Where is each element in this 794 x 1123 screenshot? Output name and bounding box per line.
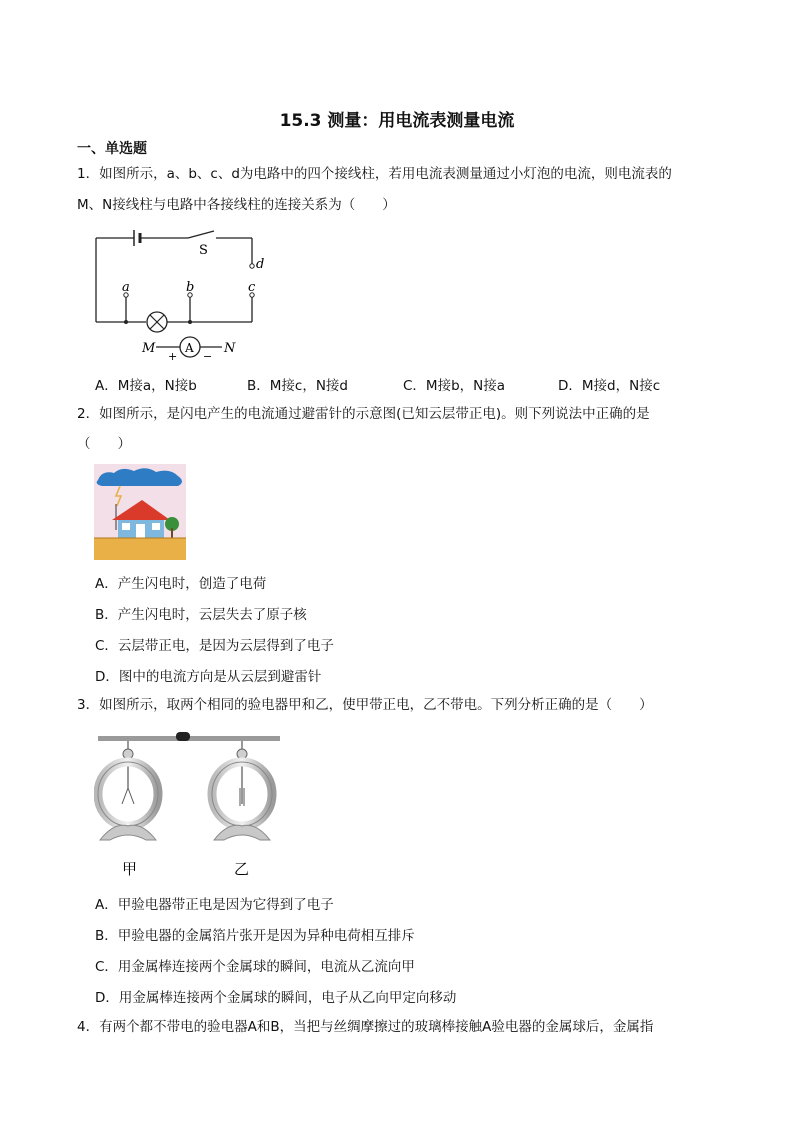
question-1-line2: M、N接线柱与电路中各接线柱的连接关系为（ ） — [77, 197, 396, 213]
q1-option-c: C．M接b，N接a — [403, 378, 506, 394]
rod-handle — [176, 732, 190, 741]
section-heading: 一、单选题 — [77, 141, 147, 157]
q2-option-d: D．图中的电流方向是从云层到避雷针 — [95, 669, 322, 685]
q2-option-a: A．产生闪电时，创造了电荷 — [95, 576, 267, 592]
ammeter-n-label: N — [224, 341, 236, 356]
q3-option-c: C．用金属棒连接两个金属球的瞬间，电流从乙流向甲 — [95, 959, 415, 975]
question-3-line1 — [77, 695, 653, 715]
ammeter-label: A — [185, 341, 194, 355]
terminal-b-label: b — [186, 280, 195, 295]
question-number: 4． — [77, 1019, 100, 1035]
ammeter-m-label: M — [142, 341, 156, 356]
page-title: 15.3 测量：用电流表测量电流 — [279, 111, 515, 131]
question-text: 有两个都不带电的验电器A和B，当把与丝绸摩擦过的玻璃棒接触A验电器的金属球后，金属指 — [99, 1019, 654, 1035]
question-number: 3． — [77, 697, 100, 713]
question-number: 1． — [77, 166, 100, 182]
question-text: 如图所示，a、b、c、d为电路中的四个接线柱，若用电流表测量通过小灯泡的电流，则电流表的 — [99, 166, 672, 182]
electroscope-right — [212, 741, 272, 840]
terminal-c-label: c — [248, 280, 256, 295]
ammeter-minus: − — [203, 350, 213, 362]
switch-label: S — [199, 243, 208, 258]
question-number: 2． — [77, 406, 100, 422]
ground — [94, 538, 186, 560]
electroscope-left-label: 甲 — [122, 860, 138, 878]
q2-option-c: C．云层带正电，是因为云层得到了电子 — [95, 638, 334, 654]
electroscope-left — [98, 741, 158, 840]
question-2-line2: （ ） — [77, 436, 131, 452]
question-2-line1 — [77, 404, 650, 424]
question-4-line1 — [77, 1017, 653, 1037]
circuit-diagram — [88, 222, 268, 362]
question-1-line1 — [77, 164, 672, 184]
electroscope-right-label: 乙 — [234, 860, 250, 878]
terminal-a-label: a — [122, 280, 130, 295]
question-text: 如图所示，取两个相同的验电器甲和乙，使甲带正电，乙不带电。下列分析正确的是（ ） — [99, 697, 653, 713]
electroscopes-figure — [94, 728, 284, 880]
q1-option-a: A．M接a，N接b — [95, 378, 197, 394]
q1-option-b: B．M接c，N接d — [247, 378, 348, 394]
q1-option-d: D．M接d，N接c — [558, 378, 661, 394]
q3-option-d: D．用金属棒连接两个金属球的瞬间，电子从乙向甲定向移动 — [95, 990, 457, 1006]
q2-option-b: B．产生闪电时，云层失去了原子核 — [95, 607, 307, 623]
ammeter-plus: + — [168, 350, 178, 362]
q3-option-b: B．甲验电器的金属箔片张开是因为异种电荷相互排斥 — [95, 928, 415, 944]
terminal-d-label: d — [256, 257, 265, 272]
question-text: 如图所示，是闪电产生的电流通过避雷针的示意图(已知云层带正电)。则下列说法中正确的是 — [99, 406, 650, 422]
q3-option-a: A．甲验电器带正电是因为它得到了电子 — [95, 897, 334, 913]
lightning-rod-illustration — [94, 464, 186, 560]
